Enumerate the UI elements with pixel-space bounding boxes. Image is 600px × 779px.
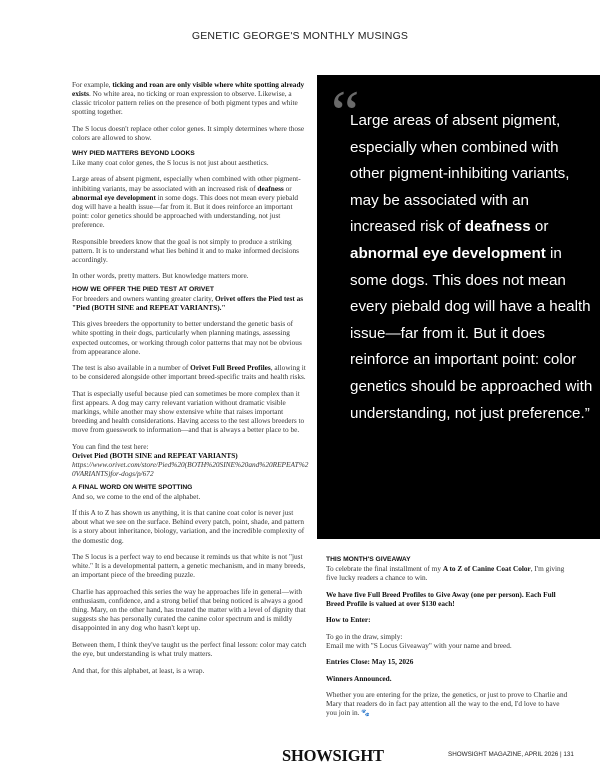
pull-quote-box	[317, 75, 600, 539]
paragraph: For example, ticking and roan are only visible where white spotting already exists. No white area, no ticking or roan expression to observe. Likewise, a classic tricolor pattern relies on the presence of both pigment types and white spotting together.	[72, 80, 305, 117]
paragraph: To go in the draw, simply: Email me with "S Locus Giveaway" with your name and breed.	[326, 631, 512, 650]
paragraph: The S locus doesn't replace other color genes. It simply determines where those colors are allowed to show.	[72, 123, 305, 143]
paragraph: In other words, pretty matters. But knowledge matters more.	[72, 271, 249, 281]
paragraph: For breeders and owners wanting greater clarity, Orivet offers the Pied test as "Pied (BOTH SINE and REPEAT VARIANTS)."	[72, 293, 304, 312]
paragraph: Whether you are entering for the prize, the genetics, or just to prove to Charlie and Mary that readers do in fact pay attention all the way to the end, I'd love to have you join in. 🐾	[326, 690, 568, 718]
test-link-paragraph: You can find the test here: Orivet Pied (BOTH SINE and REPEAT VARIANTS) https://www.orivet.com/store/Pied%20(BOTH%20SINE%20and%20REPEAT%20VARIANTS)for-dogs/p/672	[72, 442, 309, 479]
paragraph: Responsible breeders know that the goal is not simply to produce a striking pattern. It is to understand what lies behind it and to make informed decisions accordingly.	[72, 236, 299, 264]
section-heading: WHY PIED MATTERS BEYOND LOOKS	[72, 149, 195, 157]
paragraph: Charlie has approached this series the way he approaches life in general—with enthusiasm, confidence, and a strong belief that being noticed is always a good thing. Mary, on the other hand, has treated the matter with a level of dignity that suggests she has personally curated the canine color spectrum and is mildly disappointed in any dog who hasn't kept up.	[72, 587, 306, 633]
paragraph: The S locus is a perfect way to end because it reminds us that white is not "just white." It is a developmental pattern, a genetic mechanism, and in many breeds, an important piece of the breeding puzzle.	[72, 552, 306, 580]
paragraph: That is especially useful because pied can sometimes be more complex than it first appears. A dog may carry relevant variation without dramatic visible markings, while another may show extensive white that raises important breeding and health considerations. Having access to the test allows breeders to move from guesswork to information—and that is always a better place to be.	[72, 389, 305, 435]
quote-mark-icon: “	[331, 77, 360, 148]
paragraph: Like many coat color genes, the S locus is not just about aesthetics.	[72, 157, 269, 167]
section-heading: THIS MONTH'S GIVEAWAY	[326, 556, 411, 563]
showsight-logo: SHOWSIGHT	[282, 746, 384, 765]
paragraph: Entries Close: May 15, 2026	[326, 657, 414, 667]
section-heading: HOW WE OFFER THE PIED TEST AT ORIVET	[72, 285, 214, 293]
paragraph: How to Enter:	[326, 615, 371, 625]
paragraph: We have five Full Breed Profiles to Give Away (one per person). Each Full Breed Profile is valued at over $130 each!	[326, 589, 556, 608]
paragraph: Large areas of absent pigment, especially when combined with other pigment-inhibiting variants, may be associated with an increased risk of deafness or abnormal eye development in some dogs. This does not mean every piebald dog will have a health issue—far from it. But it does reinforce an important point: color genetics should be approached with understanding, not just preference.	[72, 174, 301, 229]
giveaway-column	[326, 556, 572, 726]
left-column	[72, 80, 310, 683]
paw-icon: 🐾	[361, 709, 370, 718]
pull-quote-text: Large areas of absent pigment, especially when combined with other pigment-inhibiting variants, may be associated with an increased risk of deafness or abnormal eye development in some dogs. This does not mean every piebald dog will have a health issue—far from it. But it does reinforce an important point: color genetics should be approached with understanding, not just preference.”	[350, 112, 593, 422]
paragraph: And so, we come to the end of the alphabet.	[72, 491, 201, 501]
paragraph: To celebrate the final installment of my A to Z of Canine Coat Color, I'm giving five lucky readers a chance to win.	[326, 564, 565, 583]
page-header: GENETIC GEORGE'S MONTHLY MUSINGS	[191, 30, 409, 42]
paragraph: If this A to Z has shown us anything, it is that canine coat color is never just about what we see on the surface. Behind every patch, point, shade, and pattern is a story about inheritance, biology, variation, and the incredible complexity of the domestic dog.	[72, 508, 305, 545]
section-heading: A FINAL WORD ON WHITE SPOTTING	[72, 483, 193, 491]
paragraph: Winners Announced.	[326, 673, 392, 683]
paragraph: And that, for this alphabet, at least, is a wrap.	[72, 665, 205, 675]
page-footer-meta: SHOWSIGHT MAGAZINE, APRIL 2026 | 131	[448, 751, 574, 758]
paragraph: This gives breeders the opportunity to better understand the genetic basis of white spotting in their dogs, particularly when planning matings, assessing expected outcomes, or working through color patterns that may not be obvious from appearance alone.	[72, 319, 302, 356]
paragraph: Between them, I think they've taught us the perfect final lesson: color may catch the eye, but understanding is what truly matters.	[72, 640, 307, 659]
test-link[interactable]: https://www.orivet.com/store/Pied%20(BOTH%20SINE%20and%20REPEAT%20VARIANTS)for-dogs/p/672	[72, 460, 309, 479]
paragraph: The test is also available in a number of Orivet Full Breed Profiles, allowing it to be considered alongside other important breed-specific traits and health risks.	[72, 363, 306, 382]
